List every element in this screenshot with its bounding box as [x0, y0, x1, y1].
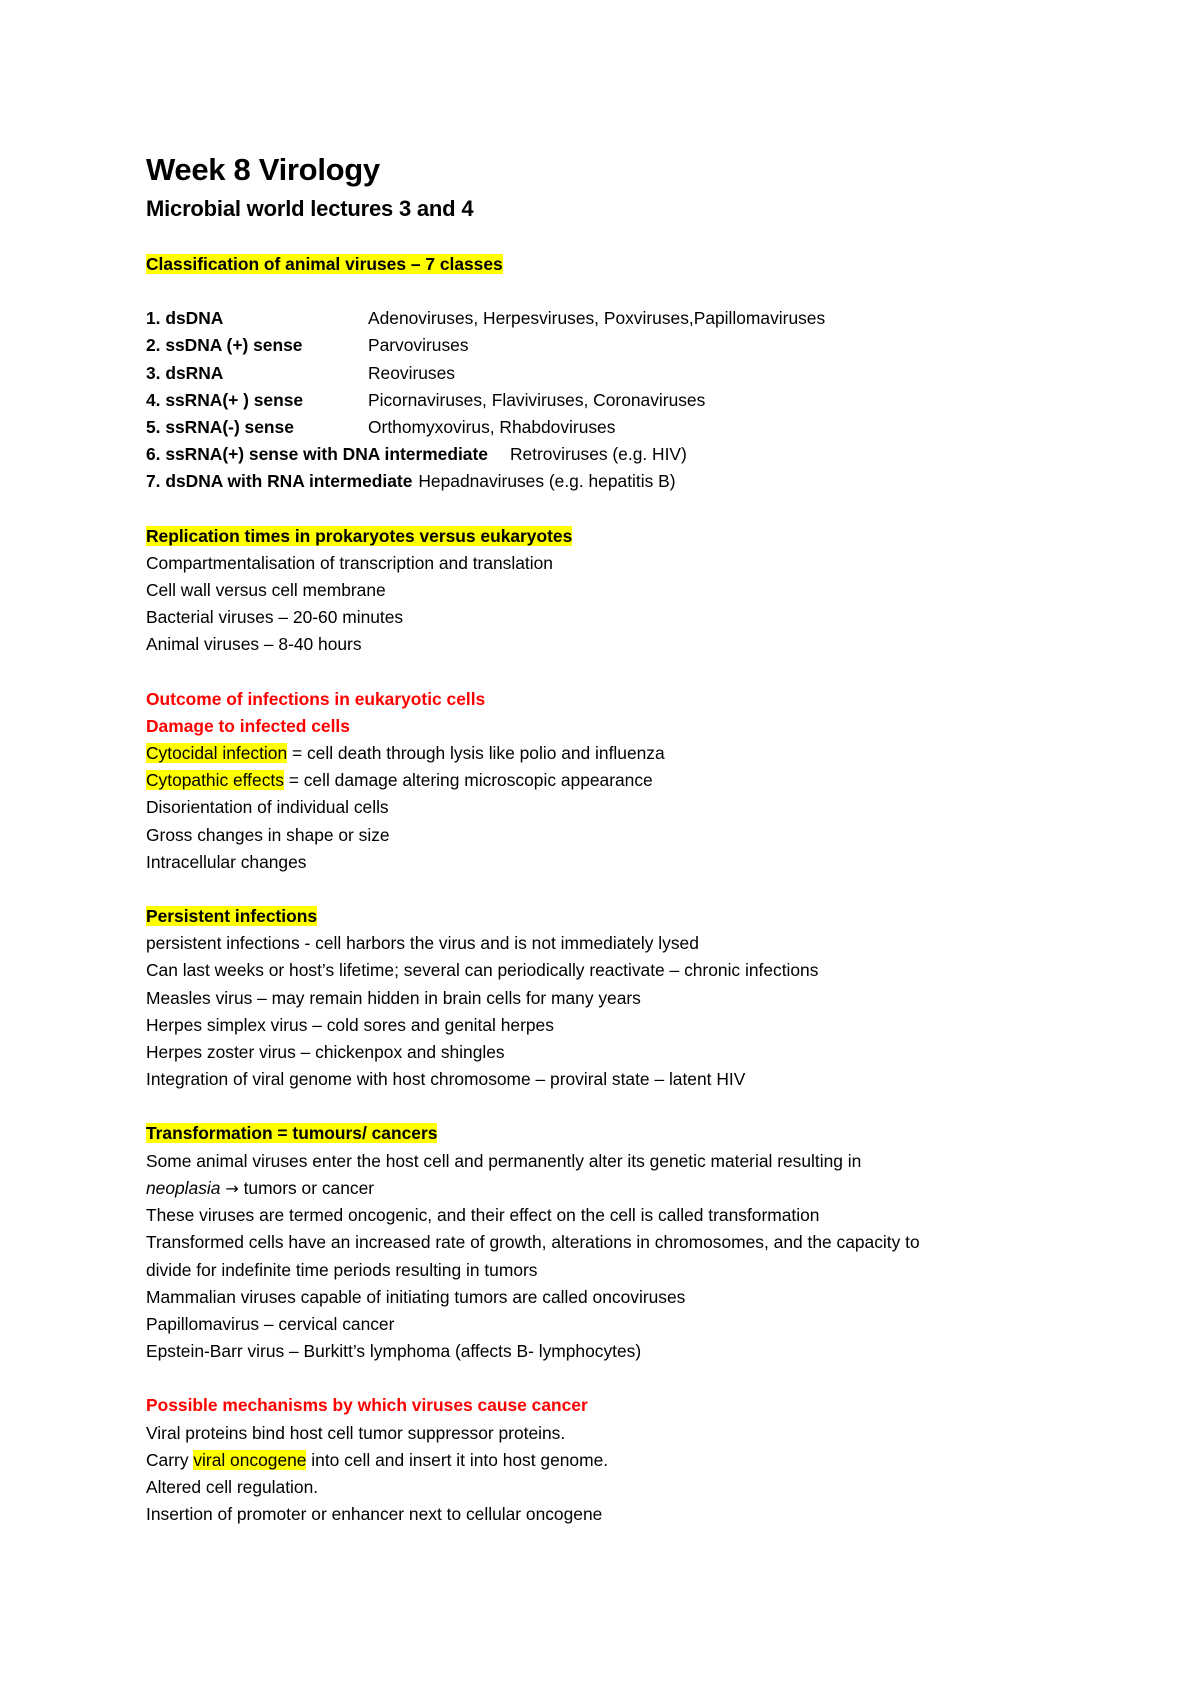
classification-row: 2. ssDNA (+) sense Parvoviruses: [146, 335, 469, 356]
spacer: [146, 496, 1086, 523]
replication-heading: Replication times in prokaryotes versus eukaryotes: [146, 525, 573, 546]
persistent-line: persistent infections - cell harbors the virus and is not immediately lysed: [146, 933, 699, 954]
classification-row: 7. dsDNA with RNA intermediate Hepadnaviruses (e.g. hepatitis B): [146, 471, 676, 492]
replication-line: Cell wall versus cell membrane: [146, 580, 386, 601]
transformation-line: Transformed cells have an increased rate of growth, alterations in chromosomes, and the capacity to: [146, 1232, 920, 1253]
cytopathic-term: Cytopathic effects: [146, 770, 284, 791]
outcome-line: Gross changes in shape or size: [146, 824, 390, 845]
spacer: [146, 1093, 1086, 1120]
cytocidal-term: Cytocidal infection: [146, 743, 288, 764]
replication-line: Bacterial viruses – 20-60 minutes: [146, 607, 404, 628]
mechanisms-heading: Possible mechanisms by which viruses cause cancer: [146, 1395, 588, 1416]
transformation-line: Some animal viruses enter the host cell and permanently alter its genetic material resulting in: [146, 1150, 862, 1171]
spacer: [146, 224, 1086, 251]
viral-oncogene-term: viral oncogene: [193, 1449, 307, 1470]
transformation-heading: Transformation = tumours/ cancers: [146, 1123, 438, 1144]
mechanism-line: Altered cell regulation.: [146, 1476, 319, 1497]
neoplasia-term: neoplasia: [146, 1177, 221, 1198]
classification-row: 3. dsRNA Reoviruses: [146, 362, 455, 383]
document-page: [146, 150, 1086, 1528]
replication-line: Compartmentalisation of transcription and translation: [146, 552, 553, 573]
persistent-heading: Persistent infections: [146, 906, 318, 927]
transformation-line: divide for indefinite time periods resulting in tumors: [146, 1259, 538, 1280]
mechanism-line: Viral proteins bind host cell tumor suppressor proteins.: [146, 1422, 566, 1443]
classification-heading: Classification of animal viruses – 7 classes: [146, 254, 503, 274]
outcome-line: Intracellular changes: [146, 851, 307, 872]
classification-row: 4. ssRNA(+ ) sense Picornaviruses, Flaviviruses, Coronaviruses: [146, 389, 706, 410]
persistent-line: Herpes simplex virus – cold sores and genital herpes: [146, 1014, 554, 1035]
spacer: [146, 278, 1086, 305]
spacer: [146, 659, 1086, 686]
cytopathic-line: Cytopathic effects = cell damage altering microscopic appearance: [146, 770, 653, 791]
transformation-line: Papillomavirus – cervical cancer: [146, 1313, 395, 1334]
persistent-line: Measles virus – may remain hidden in brain cells for many years: [146, 987, 641, 1008]
spacer: [146, 1365, 1086, 1392]
mechanism-line: Carry viral oncogene into cell and insert it into host genome.: [146, 1449, 609, 1470]
document-title: Week 8 Virology: [146, 152, 380, 187]
neoplasia-line: neoplasia → tumors or cancer: [146, 1177, 375, 1198]
mechanism-line: Insertion of promoter or enhancer next to cellular oncogene: [146, 1504, 603, 1525]
classification-row: 6. ssRNA(+) sense with DNA intermediate Retroviruses (e.g. HIV): [146, 444, 687, 465]
document-subtitle: Microbial world lectures 3 and 4: [146, 196, 474, 221]
outcome-subheading: Damage to infected cells: [146, 715, 350, 736]
transformation-line: Epstein-Barr virus – Burkitt’s lymphoma (affects B- lymphocytes): [146, 1341, 642, 1362]
cytocidal-line: Cytocidal infection = cell death through lysis like polio and influenza: [146, 743, 665, 764]
transformation-line: Mammalian viruses capable of initiating tumors are called oncoviruses: [146, 1286, 686, 1307]
outcome-line: Disorientation of individual cells: [146, 797, 389, 818]
spacer: [146, 876, 1086, 903]
persistent-line: Integration of viral genome with host chromosome – proviral state – latent HIV: [146, 1069, 746, 1090]
classification-row: 1. dsDNA Adenoviruses, Herpesviruses, Poxviruses,Papillomaviruses: [146, 308, 826, 329]
persistent-line: Can last weeks or host’s lifetime; several can periodically reactivate – chronic infections: [146, 960, 819, 981]
right-arrow-icon: →: [225, 1178, 239, 1198]
replication-line: Animal viruses – 8-40 hours: [146, 634, 362, 655]
classification-row: 5. ssRNA(-) sense Orthomyxovirus, Rhabdoviruses: [146, 417, 616, 438]
transformation-line: These viruses are termed oncogenic, and their effect on the cell is called transformation: [146, 1205, 820, 1226]
persistent-line: Herpes zoster virus – chickenpox and shingles: [146, 1042, 505, 1063]
outcome-heading: Outcome of infections in eukaryotic cells: [146, 688, 486, 709]
classification-list: [146, 305, 1086, 495]
